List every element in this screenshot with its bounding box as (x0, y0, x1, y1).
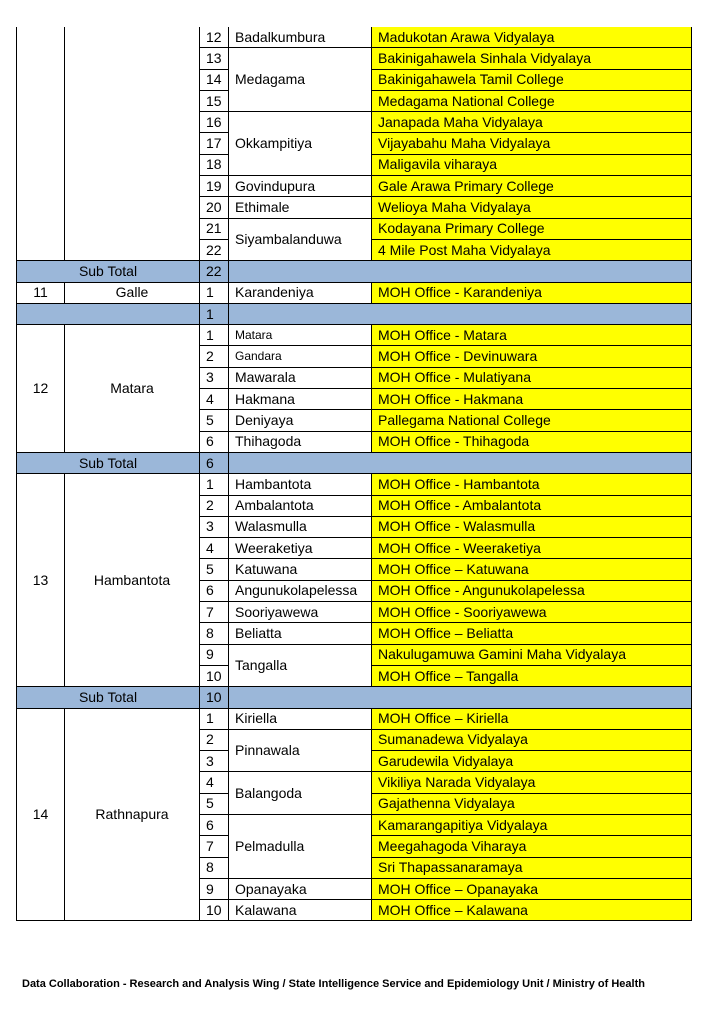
moh-area-cell: Badalkumbura (229, 27, 372, 48)
vaccination-centres-table (16, 27, 692, 921)
location-cell: MOH Office – Kalawana (372, 900, 692, 921)
table-row (17, 325, 692, 346)
moh-number-cell: 2 (200, 495, 229, 516)
location-cell: MOH Office – Opanayaka (372, 878, 692, 899)
moh-area-cell: Okkampitiya (229, 112, 372, 176)
moh-number-cell: 4 (200, 538, 229, 559)
location-cell: Bakinigahawela Tamil College (372, 69, 692, 90)
location-cell: Gale Arawa Primary College (372, 176, 692, 197)
moh-number-cell: 1 (200, 282, 229, 303)
moh-number-cell: 10 (200, 900, 229, 921)
moh-number-cell: 20 (200, 197, 229, 218)
location-cell: MOH Office - Hakmana (372, 389, 692, 410)
moh-number-cell: 16 (200, 112, 229, 133)
moh-number-cell: 2 (200, 729, 229, 750)
moh-area-cell: Weeraketiya (229, 538, 372, 559)
location-cell: MOH Office - Sooriyawewa (372, 602, 692, 623)
district-number-cell: 13 (17, 474, 65, 687)
moh-number-cell: 14 (200, 69, 229, 90)
location-cell: MOH Office - Walasmulla (372, 516, 692, 537)
district-number-cell: 14 (17, 708, 65, 921)
subtotal-label: Sub Total (17, 261, 200, 282)
location-cell: Vikiliya Narada Vidyalaya (372, 772, 692, 793)
moh-number-cell: 6 (200, 580, 229, 601)
moh-area-cell: Katuwana (229, 559, 372, 580)
location-cell: Sumanadewa Vidyalaya (372, 729, 692, 750)
location-cell: Madukotan Arawa Vidyalaya (372, 27, 692, 48)
location-cell: Meegahagoda Viharaya (372, 836, 692, 857)
moh-number-cell: 4 (200, 772, 229, 793)
location-cell: MOH Office – Beliatta (372, 623, 692, 644)
footer-credit: Data Collaboration - Research and Analysis Wing / State Intelligence Service and Epidemiology Unit / Ministry of Health (22, 978, 645, 990)
location-cell: MOH Office - Angunukolapelessa (372, 580, 692, 601)
moh-number-cell: 17 (200, 133, 229, 154)
subtotal-blank (229, 687, 692, 708)
moh-area-cell: Matara (229, 325, 372, 346)
moh-number-cell: 15 (200, 90, 229, 111)
subtotal-value: 22 (200, 261, 229, 282)
subtotal-row (17, 687, 692, 708)
moh-area-cell: Tangalla (229, 644, 372, 687)
location-cell: Garudewila Vidyalaya (372, 751, 692, 772)
moh-area-cell: Beliatta (229, 623, 372, 644)
moh-area-cell: Siyambalanduwa (229, 218, 372, 261)
district-number-cell: 11 (17, 282, 65, 303)
moh-number-cell: 10 (200, 665, 229, 686)
table-row (17, 708, 692, 729)
location-cell: Nakulugamuwa Gamini Maha Vidyalaya (372, 644, 692, 665)
moh-number-cell: 19 (200, 176, 229, 197)
moh-number-cell: 18 (200, 154, 229, 175)
location-cell: Welioya Maha Vidyalaya (372, 197, 692, 218)
subtotal-label (17, 303, 200, 324)
subtotal-value: 10 (200, 687, 229, 708)
subtotal-blank (229, 452, 692, 473)
moh-number-cell: 9 (200, 878, 229, 899)
moh-number-cell: 4 (200, 389, 229, 410)
moh-number-cell: 13 (200, 48, 229, 69)
moh-number-cell: 7 (200, 602, 229, 623)
district-number-cell: 12 (17, 325, 65, 453)
location-cell: Kodayana Primary College (372, 218, 692, 239)
moh-number-cell: 22 (200, 239, 229, 260)
moh-number-cell: 8 (200, 857, 229, 878)
moh-number-cell: 5 (200, 793, 229, 814)
moh-area-cell: Gandara (229, 346, 372, 367)
location-cell: MOH Office – Kiriella (372, 708, 692, 729)
moh-area-cell: Pelmadulla (229, 814, 372, 878)
location-cell: MOH Office - Karandeniya (372, 282, 692, 303)
location-cell: Pallegama National College (372, 410, 692, 431)
moh-area-cell: Hambantota (229, 474, 372, 495)
moh-area-cell: Angunukolapelessa (229, 580, 372, 601)
moh-number-cell: 2 (200, 346, 229, 367)
moh-number-cell: 12 (200, 27, 229, 48)
subtotal-value: 1 (200, 303, 229, 324)
moh-area-cell: Kalawana (229, 900, 372, 921)
district-name-cell (65, 27, 200, 261)
moh-number-cell: 3 (200, 367, 229, 388)
table-row (17, 474, 692, 495)
location-cell: MOH Office - Matara (372, 325, 692, 346)
location-cell: MOH Office – Katuwana (372, 559, 692, 580)
moh-number-cell: 9 (200, 644, 229, 665)
location-cell: Maligavila viharaya (372, 154, 692, 175)
location-cell: MOH Office - Devinuwara (372, 346, 692, 367)
moh-number-cell: 1 (200, 325, 229, 346)
subtotal-blank (229, 303, 692, 324)
moh-number-cell: 1 (200, 474, 229, 495)
location-cell: MOH Office - Hambantota (372, 474, 692, 495)
location-cell: MOH Office – Tangalla (372, 665, 692, 686)
moh-area-cell: Mawarala (229, 367, 372, 388)
moh-area-cell: Opanayaka (229, 878, 372, 899)
moh-number-cell: 5 (200, 559, 229, 580)
moh-number-cell: 7 (200, 836, 229, 857)
moh-area-cell: Sooriyawewa (229, 602, 372, 623)
subtotal-label: Sub Total (17, 687, 200, 708)
moh-area-cell: Ambalantota (229, 495, 372, 516)
moh-area-cell: Medagama (229, 48, 372, 112)
moh-area-cell: Deniyaya (229, 410, 372, 431)
subtotal-row (17, 452, 692, 473)
location-cell: Gajathenna Vidyalaya (372, 793, 692, 814)
moh-area-cell: Kiriella (229, 708, 372, 729)
moh-area-cell: Govindupura (229, 176, 372, 197)
subtotal-value: 6 (200, 452, 229, 473)
table-row (17, 27, 692, 48)
location-cell: Sri Thapassanaramaya (372, 857, 692, 878)
subtotal-row (17, 261, 692, 282)
district-name-cell: Rathnapura (65, 708, 200, 921)
moh-number-cell: 1 (200, 708, 229, 729)
moh-number-cell: 21 (200, 218, 229, 239)
location-cell: Kamarangapitiya Vidyalaya (372, 814, 692, 835)
moh-area-cell: Hakmana (229, 389, 372, 410)
location-cell: Vijayabahu Maha Vidyalaya (372, 133, 692, 154)
district-number-cell (17, 27, 65, 261)
moh-number-cell: 8 (200, 623, 229, 644)
moh-number-cell: 6 (200, 814, 229, 835)
moh-number-cell: 3 (200, 751, 229, 772)
subtotal-blank (229, 261, 692, 282)
subtotal-row (17, 303, 692, 324)
moh-area-cell: Walasmulla (229, 516, 372, 537)
moh-number-cell: 6 (200, 431, 229, 452)
moh-area-cell: Ethimale (229, 197, 372, 218)
moh-area-cell: Thihagoda (229, 431, 372, 452)
location-cell: Bakinigahawela Sinhala Vidyalaya (372, 48, 692, 69)
subtotal-label: Sub Total (17, 452, 200, 473)
moh-area-cell: Karandeniya (229, 282, 372, 303)
moh-number-cell: 3 (200, 516, 229, 537)
location-cell: Janapada Maha Vidyalaya (372, 112, 692, 133)
moh-number-cell: 5 (200, 410, 229, 431)
location-cell: MOH Office - Mulatiyana (372, 367, 692, 388)
district-name-cell: Galle (65, 282, 200, 303)
location-cell: MOH Office - Thihagoda (372, 431, 692, 452)
location-cell: MOH Office - Weeraketiya (372, 538, 692, 559)
moh-area-cell: Pinnawala (229, 729, 372, 772)
location-cell: MOH Office - Ambalantota (372, 495, 692, 516)
table-row (17, 282, 692, 303)
district-name-cell: Matara (65, 325, 200, 453)
moh-area-cell: Balangoda (229, 772, 372, 815)
location-cell: 4 Mile Post Maha Vidyalaya (372, 239, 692, 260)
district-name-cell: Hambantota (65, 474, 200, 687)
location-cell: Medagama National College (372, 90, 692, 111)
